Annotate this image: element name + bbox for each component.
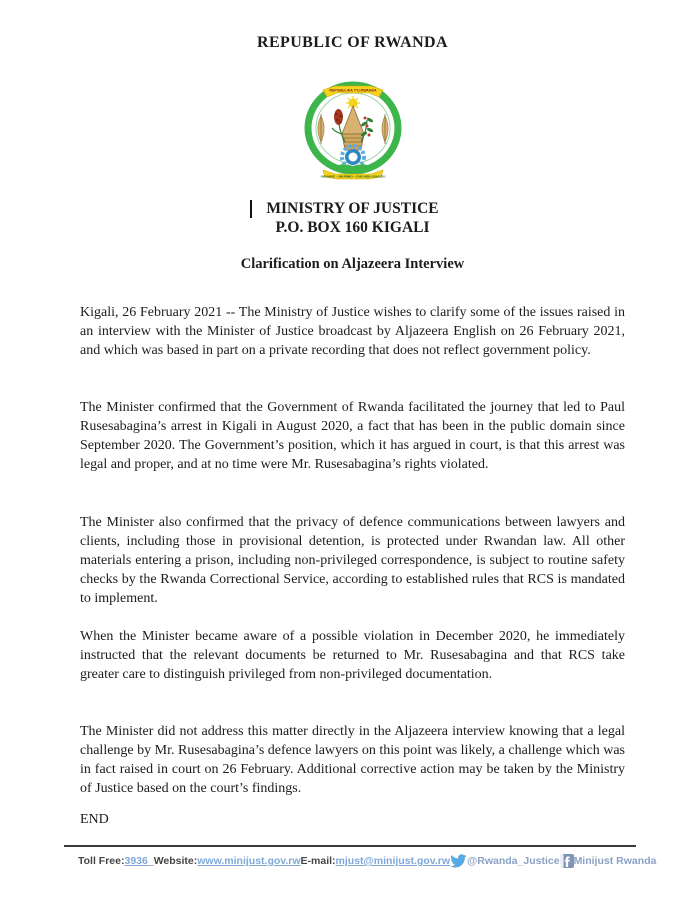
ministry-header xyxy=(80,200,625,237)
toll-free-label: Toll Free: xyxy=(78,855,125,867)
emblem-container xyxy=(80,78,625,187)
facebook-icon xyxy=(560,854,574,868)
website-link[interactable]: www.minijust.gov.rw xyxy=(197,855,301,867)
document-paragraph: Kigali, 26 February 2021 -- The Ministry of Justice wishes to clarify some of the issues raised in an interview with the Minister of Justice broadcast by Aljazeera English on 26 February 2021, and which was based in part on a private recording that does not reflect government policy. xyxy=(80,305,625,358)
document-paragraph: When the Minister became aware of a possible violation in December 2020, he immediately instructed that the relevant documents be returned to Mr. Rusesabagina and that RCS take greater care to distinguish privileged from non-privileged documentation. xyxy=(80,629,625,682)
twitter-icon xyxy=(450,854,467,868)
footer xyxy=(78,854,657,868)
footer-divider xyxy=(64,845,636,847)
rwanda-coat-of-arms-icon xyxy=(301,78,405,182)
document-paragraph: The Minister also confirmed that the privacy of defence communications between lawyers and clients, including those in provisional detention, is protected under Rwandan law. All other materials entering a prison, including non-privileged correspondence, is subject to routine safety checks by the Rwanda Correctional Service, according to established rules that RCS is mandated to implement. xyxy=(80,515,625,606)
emblem-bottom-banner-text: UBUMWE - UMURIMO - GUKUNDA IGIHUGU xyxy=(320,174,385,179)
document-title: Clarification on Aljazeera Interview xyxy=(240,256,465,272)
twitter-handle: @Rwanda_Justice xyxy=(467,855,560,867)
ministry-name: MINISTRY OF JUSTICE xyxy=(266,200,439,217)
toll-free-link[interactable]: 3936 xyxy=(124,855,148,867)
document-paragraph: The Minister confirmed that the Government of Rwanda facilitated the journey that led to Paul Rusesabagina’s arrest in Kigali in August 2020, a fact that has been in the public domain since September 2020. The Government’s position, which it has argued in court, is that this arrest was legal and proper, and at no time were Mr. Rusesabagina’s rights violated. xyxy=(80,400,625,472)
text-cursor xyxy=(250,200,252,218)
email-link[interactable]: mjust@minijust.gov.rw xyxy=(335,855,451,867)
email-label: E-mail: xyxy=(300,855,336,867)
country-header: REPUBLIC OF RWANDA xyxy=(257,34,448,51)
underscore-separator: _ xyxy=(147,855,154,867)
emblem-top-banner-text: REPUBULIKA Y'U RWANDA xyxy=(328,88,377,93)
website-label: Website: xyxy=(153,855,198,867)
document-paragraph: The Minister did not address this matter directly in the Aljazeera interview knowing that a legal challenge by Mr. Rusesabagina’s defence lawyers on this point was likely, a challenge which was in fact raised in court on 26 February. Additional corrective action may be taken by the Ministry of Justice based on the court’s findings. xyxy=(80,724,625,796)
end-marker: END xyxy=(80,812,109,827)
facebook-page-name: Minijust Rwanda xyxy=(573,855,657,867)
ministry-po-box: P.O. BOX 160 KIGALI xyxy=(275,218,430,236)
